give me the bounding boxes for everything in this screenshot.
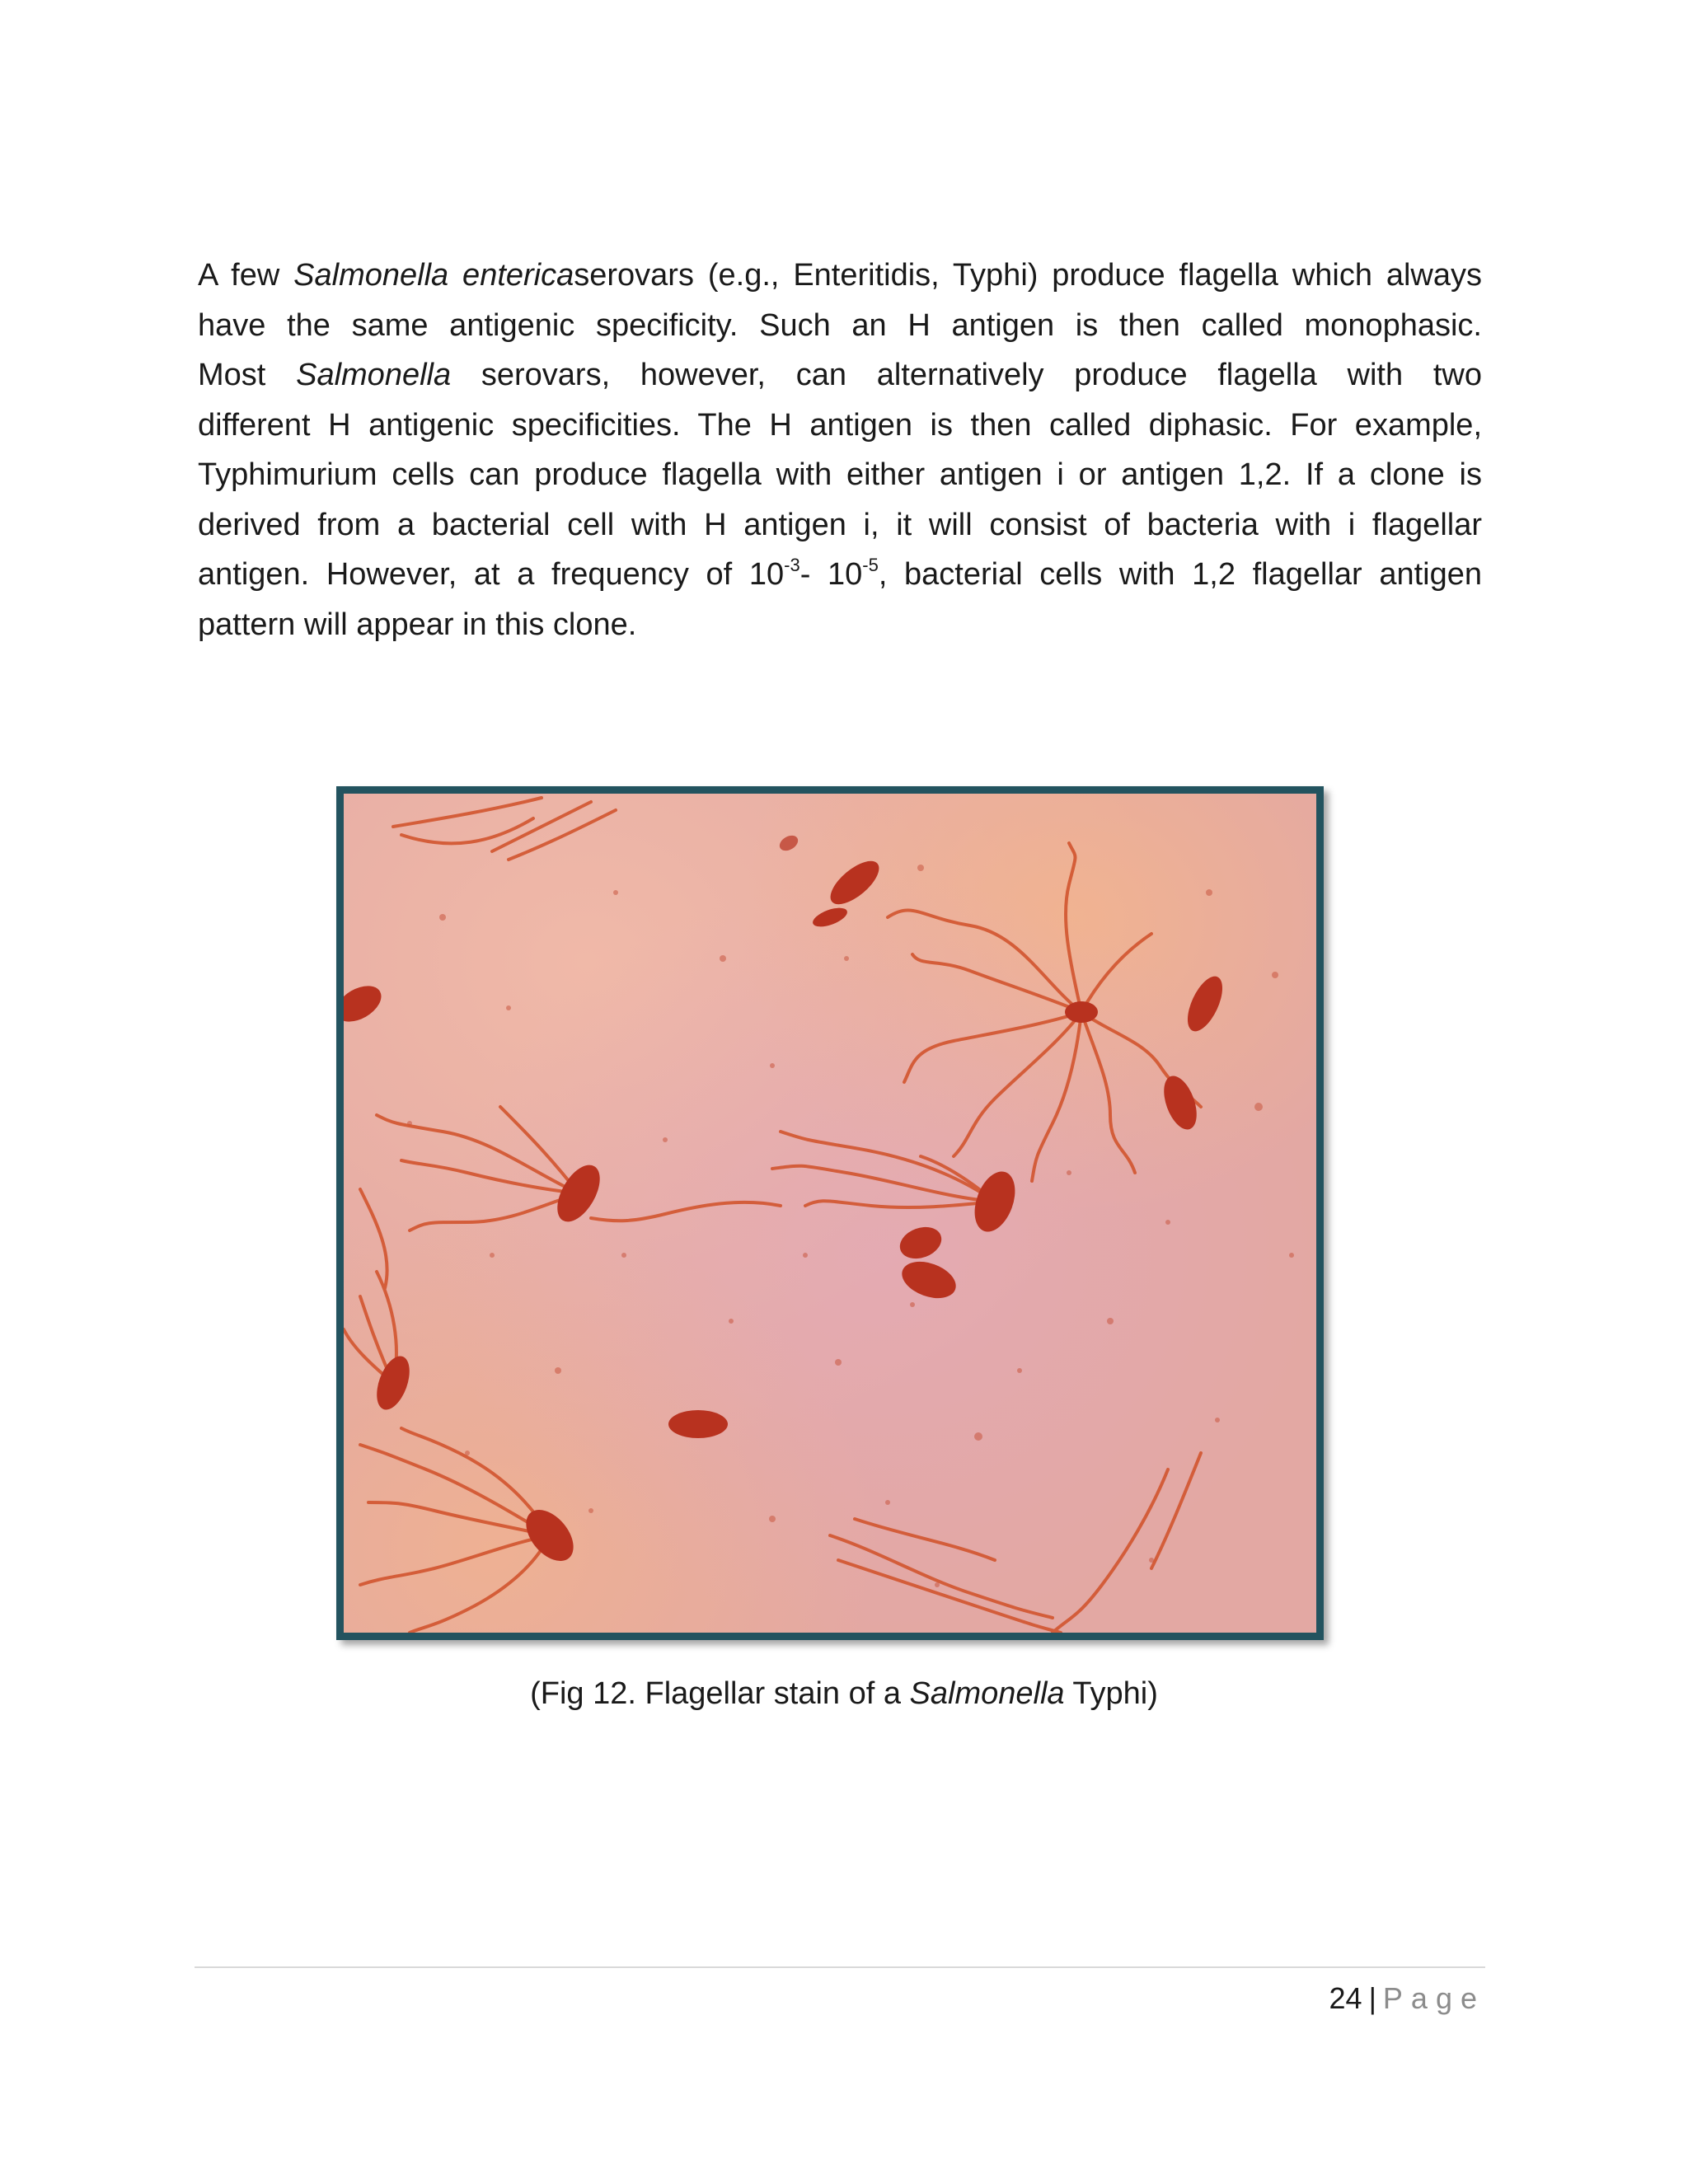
figure-micrograph: [336, 786, 1324, 1640]
text-line: Most Salmonella serovars, however, can alternatively produce flagella with two: [198, 358, 1483, 392]
superscript-exponent: -5: [862, 555, 879, 575]
body-paragraph: [198, 251, 1482, 649]
text-line: different H antigenic specificities. The H antigen is then called diphasic. For example,: [198, 407, 1482, 443]
text-line: A few Salmonella entericaserovars (e.g., Enteritidis, Typhi) produce flagella which always: [198, 258, 1483, 293]
superscript-exponent: -3: [784, 555, 800, 575]
flagellar-stain-image: [344, 794, 1316, 1633]
footer-separator: |: [1368, 1981, 1376, 2015]
italic-species-name: Salmonella enterica: [293, 258, 574, 293]
footer-divider: [195, 1966, 1485, 1968]
figure-caption: (Fig 12. Flagellar stain of a Salmonella Typhi): [530, 1676, 1158, 1711]
page-number: 24: [1329, 1981, 1362, 2015]
text-line: Typhimurium cells can produce flagella with either antigen i or antigen 1,2. If a clone is: [198, 457, 1482, 492]
text-line: have the same antigenic specificity. Such an H antigen is then called monophasic.: [198, 307, 1482, 343]
text-line: derived from a bacterial cell with H antigen i, it will consist of bacteria with i flagellar: [198, 507, 1482, 542]
page-label: Page: [1382, 1981, 1485, 2015]
text-line: antigen. However, at a frequency of $10^{-3}-$ $10^{-5}$, bacterial cells with 1,2 flagellar antigen: [198, 555, 1482, 592]
italic-genus-name: Salmonella: [296, 358, 452, 392]
italic-genus-name: Salmonella: [909, 1676, 1065, 1711]
text-line: pattern will appear in this clone.: [198, 607, 637, 642]
page-footer: [1329, 1978, 1485, 2019]
